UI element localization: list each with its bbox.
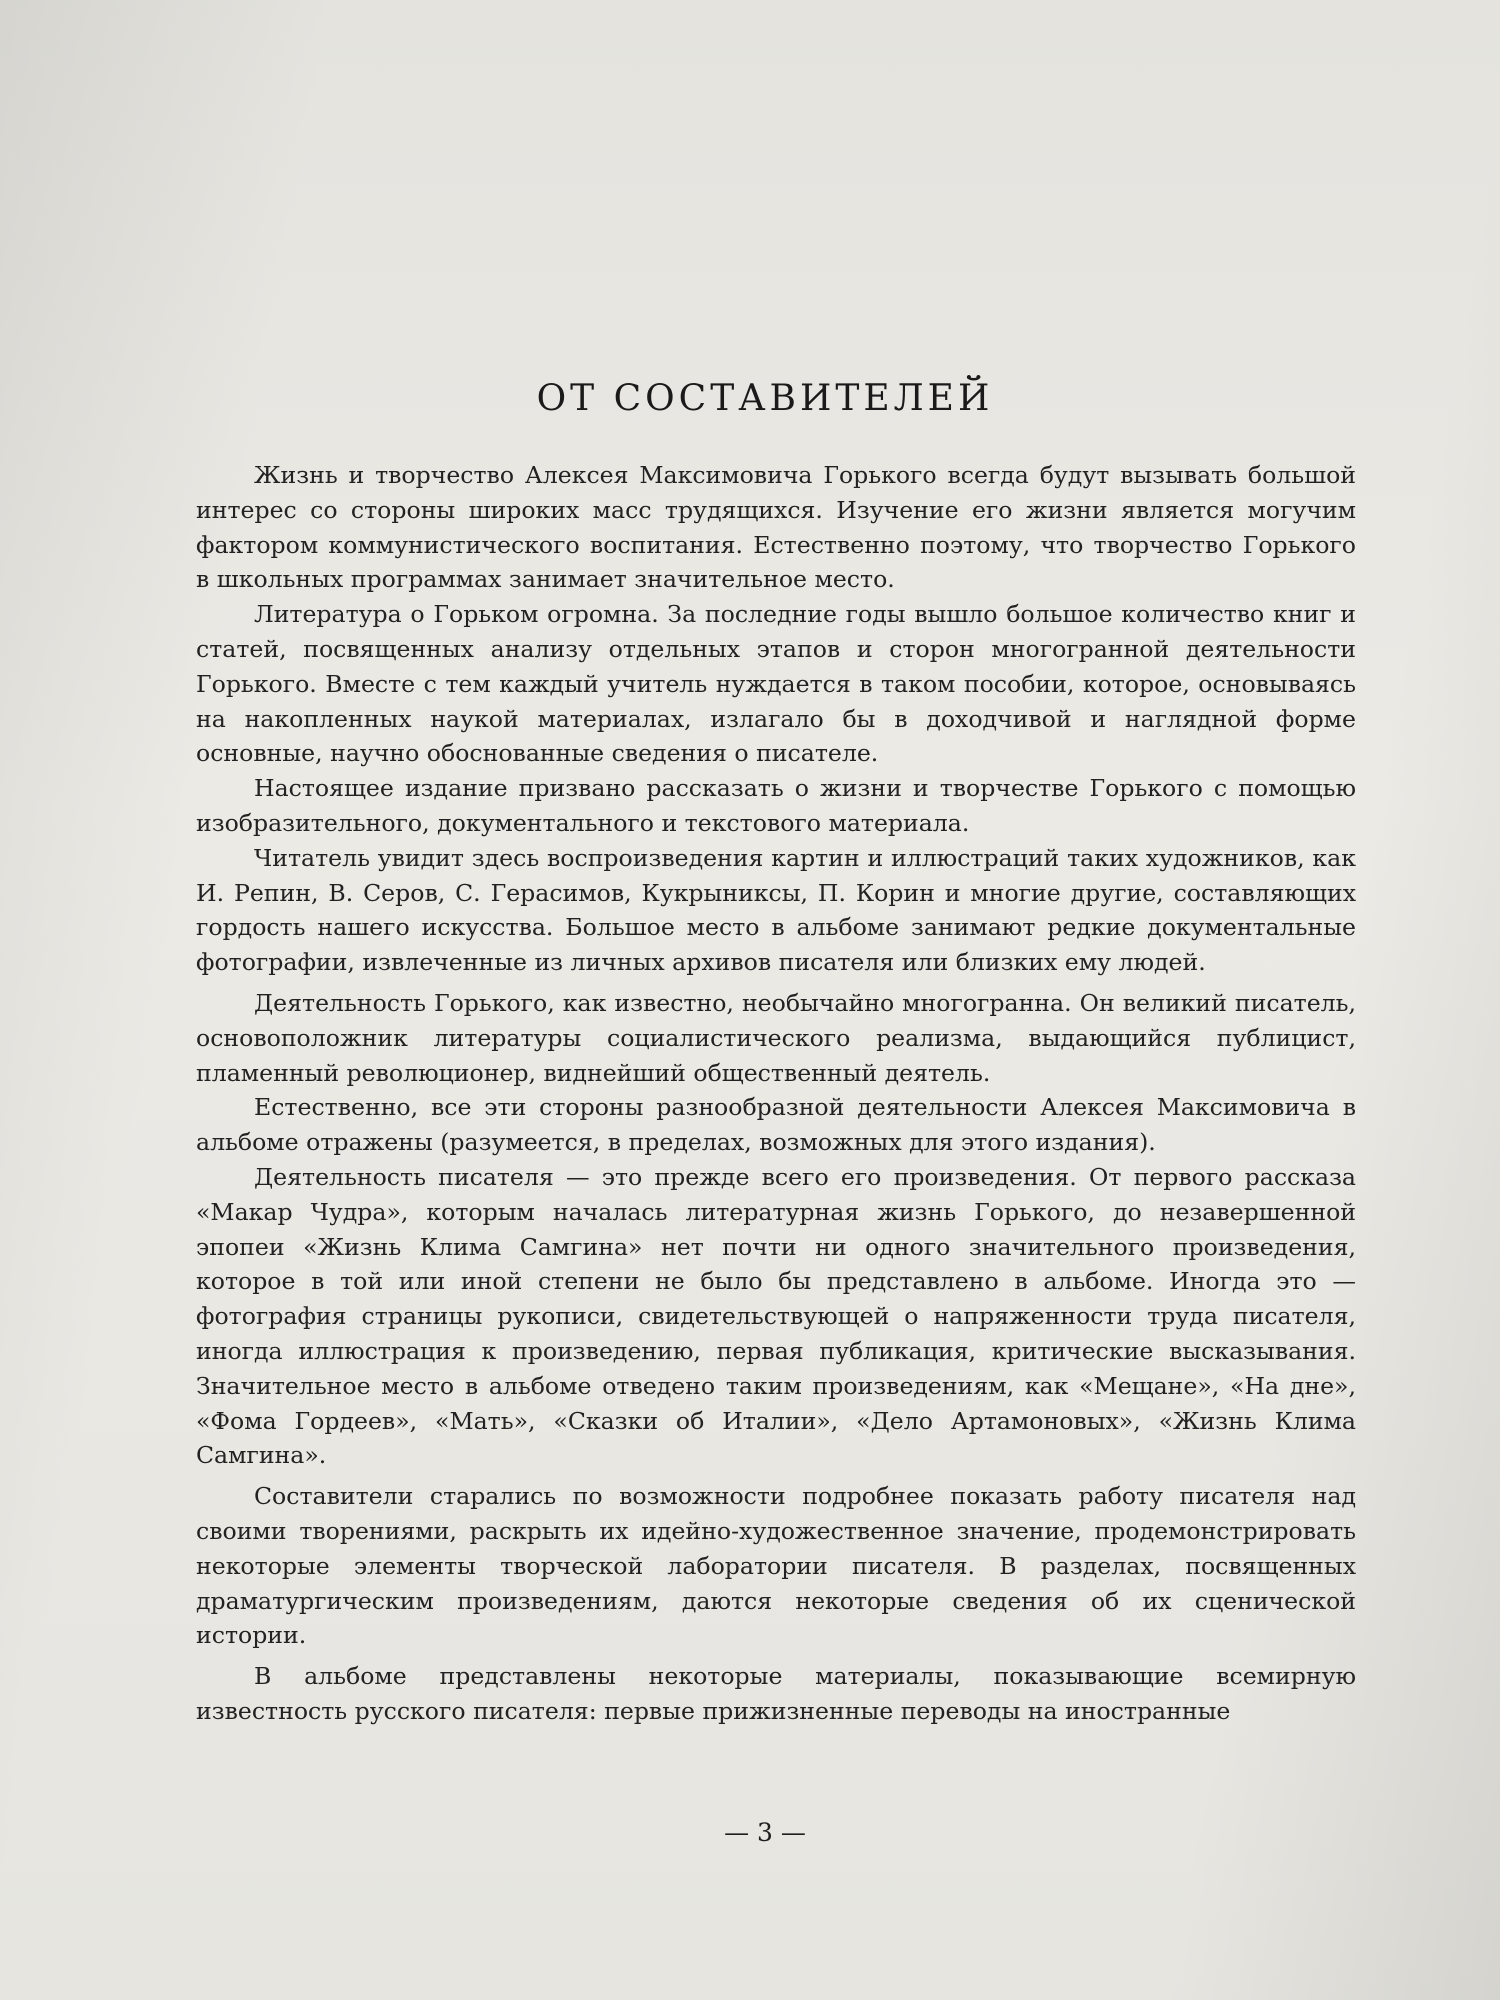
paragraph-5: Деятельность Горького, как известно, необычайно многогранна. Он великий писатель, основоположник литературы социалистического реализма, выдающийся публицист, пламенный революционер, виднейший общественный деятель. bbox=[196, 988, 1356, 1087]
paragraph-9: В альбоме представлены некоторые материалы, показывающие всемирную известность русского писателя: первые прижизненные переводы на иностранные bbox=[196, 1662, 1356, 1725]
paragraph-3: Настоящее издание призвано рассказать о жизни и творчестве Горького с помощью изобразительного, документального и текстового материала. bbox=[196, 774, 1356, 837]
page-title: ОТ СОСТАВИТЕЛЕЙ bbox=[536, 378, 994, 419]
page-number: — 3 — bbox=[724, 1818, 806, 1847]
paragraph-4: Читатель увидит здесь воспроизведения картин и иллюстраций таких художников, как И. Репин, В. Серов, С. Герасимов, Кукрыниксы, П. Корин и многие другие, составляющих гордость нашего искусства. Большое место в альбоме занимают редкие документальные фотографии, извлеченные из личных архивов писателя или близких ему людей. bbox=[196, 843, 1356, 977]
paragraph-7: Деятельность писателя — это прежде всего его произведения. От первого рассказа «Макар Чудра», которым началась литературная жизнь Горького, до незавершенной эпопеи «Жизнь Клима Самгина» нет почти ни одного значительного произведения, которое в той или иной степени не было бы представлено в альбоме. Иногда это — фотография страницы рукописи, свидетельствующей о напряженности труда писателя, иногда иллюстрация к произведению, первая публикация, критические высказывания. Значительное место в альбоме отведено таким произведениям, как «Мещане», «На дне», «Фома Гордеев», «Мать», «Сказки об Италии», «Дело Артамоновых», «Жизнь Клима Самгина». bbox=[196, 1162, 1356, 1470]
paragraph-6: Естественно, все эти стороны разнообразной деятельности Алексея Максимовича в альбоме отражены (разумеется, в пределах, возможных для этого издания). bbox=[196, 1093, 1356, 1157]
paragraph-1: Жизнь и творчество Алексея Максимовича Горького всегда будут вызывать большой интерес со стороны широких масс трудящихся. Изучение его жизни является могучим фактором коммунистического воспитания. Естественно поэтому, что творчество Горького в школьных программах занимает значительное место. bbox=[196, 461, 1356, 594]
paragraph-8: Составители старались по возможности подробнее показать работу писателя над своими творениями, раскрыть их идейно-художественное значение, продемонстрировать некоторые элементы творческой лаборатории писателя. В разделах, посвященных драматургическим произведениям, даются некоторые сведения об их сценической истории. bbox=[196, 1482, 1356, 1650]
paragraph-2: Литература о Горьком огромна. За последние годы вышло большое количество книг и статей, посвященных анализу отдельных этапов и сторон многогранной деятельности Горького. Вместе с тем каждый учитель нуждается в таком пособии, которое, основываясь на накопленных наукой материалах, излагало бы в доходчивой и наглядной форме основные, научно обоснованные сведения о писателе. bbox=[196, 600, 1356, 768]
body-text bbox=[196, 458, 1356, 1729]
